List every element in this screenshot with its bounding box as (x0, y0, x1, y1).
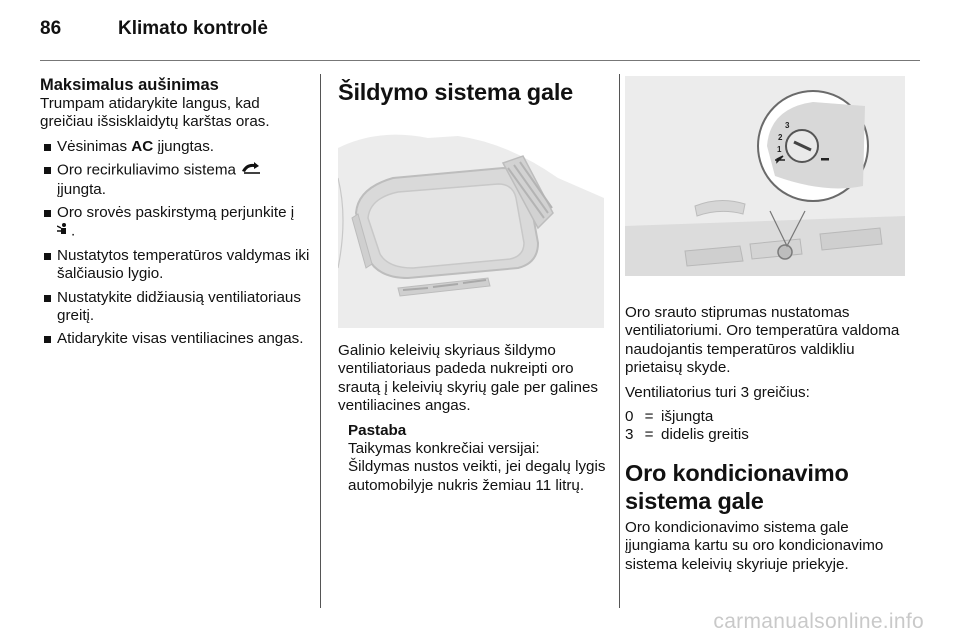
bullet-marker (44, 336, 51, 343)
off-mark-icon (821, 158, 829, 161)
note-title: Pastaba (348, 421, 407, 439)
intro-paragraph: Trumpam atidarykite langus, kad greičiau išsisklaidytų karštas oras. (40, 95, 270, 131)
airflow-mode-icon (57, 222, 71, 241)
dial-label: 1 (777, 145, 782, 154)
note-box (338, 422, 606, 496)
list-item: 3 = didelis greitis (625, 426, 749, 444)
right-column (625, 76, 905, 574)
left-column (40, 76, 310, 354)
page-number: 86 (40, 18, 62, 39)
header-divider (40, 60, 920, 61)
section-heading-rear-heating: Šildymo sistema gale (338, 79, 574, 105)
fan-description: Oro srauto stiprumas nustatomas ventiliatoriumi. Oro temperatūra valdoma naudojantis temperatūros valdikliu prietaisų skyde. (625, 304, 900, 377)
bullet-item: Vėsinimas AC įjungtas. (40, 138, 310, 156)
note-line: Taikymas konkrečiai versijai: (348, 440, 540, 458)
rear-heating-description: Galinio keleivių skyriaus šildymo ventiliatoriaus padeda nukreipti oro srautą į keleivių skyrių gale per galines ventiliacines angas. (338, 342, 599, 415)
column-divider-left (320, 74, 321, 608)
bullet-marker (44, 210, 51, 217)
chapter-title: Klimato kontrolė (118, 18, 268, 39)
bullet-item: Oro srovės paskirstymą perjunkite į . (40, 204, 310, 242)
bullet-item: Nustatytos temperatūros valdymas iki šalčiausio lygio. (40, 247, 310, 284)
fan-dial-illustration (625, 76, 905, 276)
section-heading-rear-ac: Oro kondicionavimo sistema gale (625, 459, 849, 514)
section-heading-max-cooling: Maksimalus aušinimas (40, 76, 219, 94)
fan-speeds-intro: Ventiliatorius turi 3 greičius: (625, 383, 810, 401)
rear-vent-illustration (338, 118, 604, 328)
dial-label: 2 (778, 133, 783, 142)
bullet-item: Atidarykite visas ventiliacines angas. (40, 330, 310, 348)
page-header (40, 18, 268, 48)
bullet-list (40, 138, 310, 349)
column-divider-right (619, 74, 620, 608)
rear-ac-description: Oro kondicionavimo sistema gale įjungiama kartu su oro kondicionavimo sistema keleivių skyriuje priekyje. (625, 518, 884, 573)
watermark: carmanualsonline.info (713, 610, 924, 633)
bullet-item: Nustatykite didžiausią ventiliatoriaus greitį. (40, 289, 310, 326)
list-item: 0 = išjungta (625, 408, 714, 426)
bullet-item: Oro recirkuliavimo sistema įjungta. (40, 161, 310, 199)
fan-speed-list (625, 408, 905, 445)
middle-column (338, 78, 606, 495)
bullet-marker (44, 167, 51, 174)
note-line: Šildymas nustos veikti, jei degalų lygis automobilyje nukris žemiau 11 litrų. (348, 458, 606, 494)
bullet-marker (44, 295, 51, 302)
dial-label: 3 (785, 121, 790, 130)
bullet-marker (44, 144, 51, 151)
bullet-marker (44, 253, 51, 260)
recirculation-icon (240, 161, 262, 180)
